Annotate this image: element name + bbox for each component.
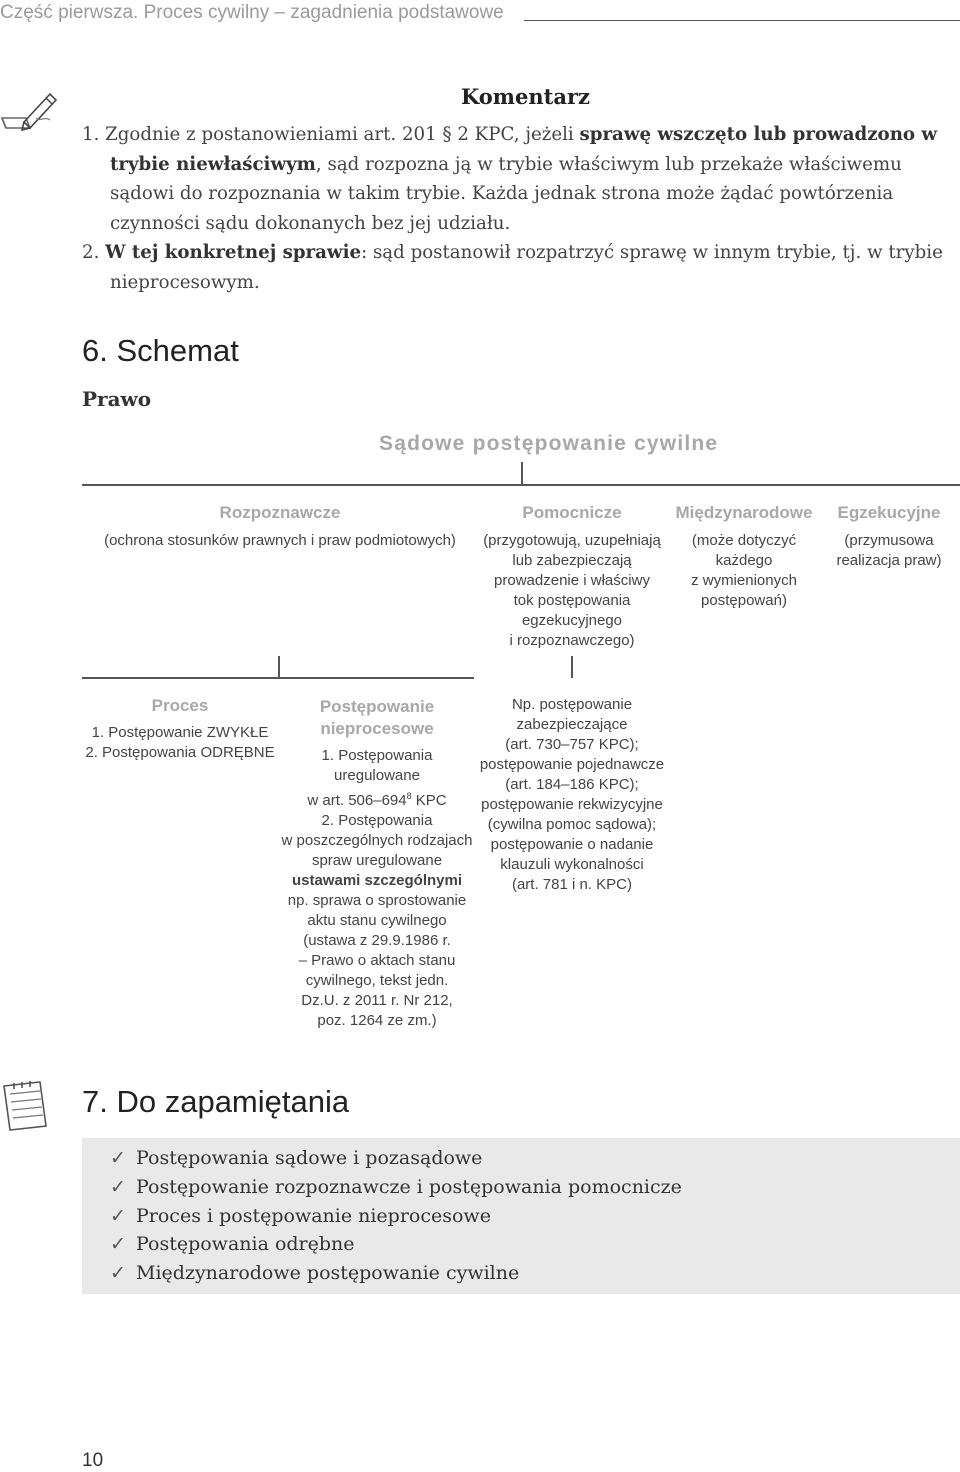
checkmark-icon: ✓	[110, 1204, 126, 1227]
nieprocesowe-title: Postępowanie nieprocesowe	[319, 697, 435, 738]
connector-main-horizontal	[82, 484, 960, 486]
list-item: ✓ Postępowania odrębne	[110, 1230, 682, 1259]
category-egzekucyjne: Egzekucyjne	[837, 503, 941, 522]
connector-rozpoznawcze-horizontal	[82, 677, 474, 679]
category-pomocnicze: Pomocnicze	[522, 503, 622, 522]
category-rozpoznawcze-desc: (ochrona stosunków prawnych i praw podmiotowych)	[104, 532, 456, 549]
pencil-writing-icon	[0, 88, 60, 132]
comment-paragraph-1: 1. Zgodnie z postanowieniami art. 201 § 2 KPC, jeżeli sprawę wszczęto lub prowadzono w trybie niewłaściwym, sąd rozpozna ją w trybie właściwym lub przekaże właściwemu sądowi do rozpoznania w takim trybie. Każda jednak strona może żądać powtórzenia czynności sądu dokonanych bez jej udziału.	[82, 124, 938, 234]
checkmark-icon: ✓	[110, 1262, 126, 1285]
checkmark-icon: ✓	[110, 1175, 126, 1198]
header-rule	[524, 20, 960, 21]
category-miedzynarodowe: Międzynarodowe	[675, 503, 813, 522]
page-number: 10	[82, 1450, 104, 1471]
category-egzekucyjne-desc: (przymusowa realizacja praw)	[836, 532, 942, 569]
list-item: ✓ Postępowania sądowe i pozasądowe	[110, 1144, 682, 1173]
comment-title: Komentarz	[461, 84, 590, 109]
category-rozpoznawcze: Rozpoznawcze	[219, 503, 341, 522]
connector-root-vertical	[521, 462, 523, 484]
comment-paragraph-2: 2. W tej konkretnej sprawie: sąd postanowił rozpatrzyć sprawę w innym trybie, tj. w trybie nieprocesowym.	[82, 242, 943, 293]
checkmark-icon: ✓	[110, 1147, 126, 1169]
comment-body	[82, 120, 960, 297]
proces-items: 1. Postępowanie ZWYKŁE 2. Postępowania ODRĘBNE	[85, 724, 275, 761]
checkmark-icon: ✓	[110, 1233, 126, 1256]
category-pomocnicze-desc: (przygotowują, uzupełniają lub zabezpieczają prowadzenie i właściwy tok postępowania egzekucyjnego i rozpoznawczego)	[483, 532, 661, 649]
remember-title: 7. Do zapamiętania	[82, 1084, 350, 1119]
remember-list	[110, 1144, 682, 1288]
connector-rozpoznawcze-vertical	[278, 656, 280, 678]
connector-pomocnicze-vertical	[571, 656, 573, 678]
list-item: ✓ Międzynarodowe postępowanie cywilne	[110, 1259, 682, 1288]
pomocnicze-examples: Np. postępowanie zabezpieczające (art. 730–757 KPC); postępowanie pojednawcze (art. 184–186 KPC); postępowanie rekwizycyjne (cywilna pomoc sądowa); postępowanie o nadanie klauzuli wykonalności (art. 781 i n. KPC)	[479, 696, 665, 893]
schema-subtitle: Prawo	[82, 387, 152, 411]
notepad-icon	[0, 1078, 50, 1132]
running-header: Część pierwsza. Proces cywilny – zagadnienia podstawowe	[0, 2, 504, 23]
list-item: ✓ Postępowanie rozpoznawcze i postępowania pomocnicze	[110, 1173, 682, 1202]
list-item: ✓ Proces i postępowanie nieprocesowe	[110, 1202, 682, 1231]
root-node: Sądowe postępowanie cywilne	[379, 432, 719, 455]
category-miedzynarodowe-desc: (może dotyczyć każdego z wymienionych postępowań)	[691, 532, 797, 609]
proces-title: Proces	[151, 696, 209, 715]
schema-title: 6. Schemat	[82, 333, 239, 368]
nieprocesowe-body: 1. Postępowania uregulowane w art. $506-694^8$ KPC 2. Postępowania w poszczególnych rodzajach spraw uregulowane ustawami szczególnymi np. sprawa o sprostowanie aktu stanu cywilnego (ustawa z 29.9.1986 r. – Prawo o aktach stanu cywilnego, tekst jedn. Dz.U. z 2011 r. Nr 212, poz. 1264 ze zm.)	[281, 747, 473, 1029]
